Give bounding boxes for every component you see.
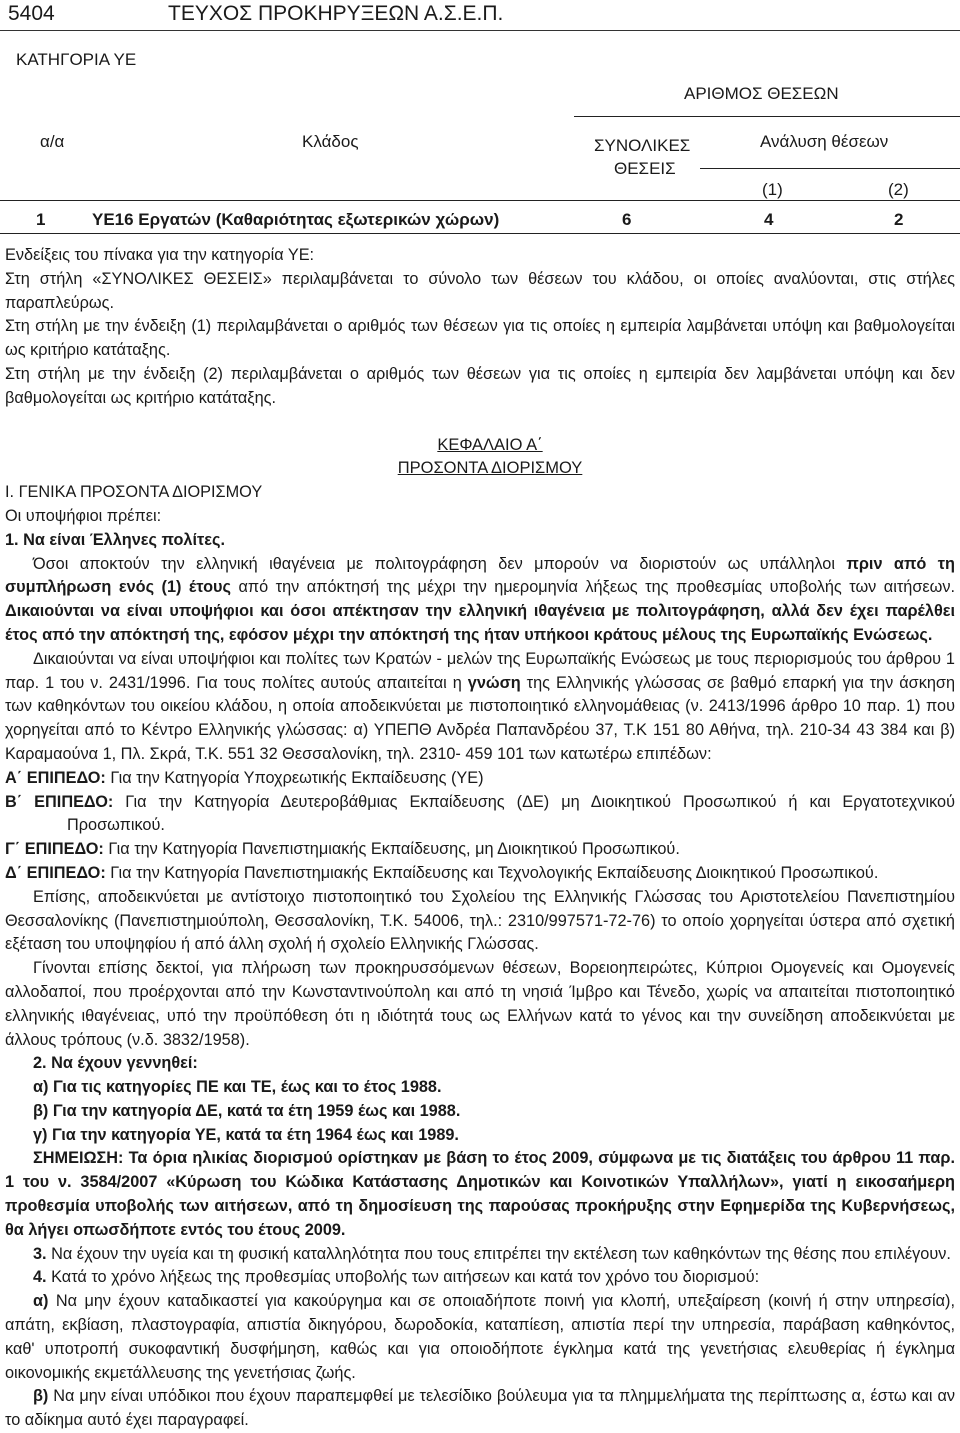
row-col2: 2	[894, 210, 904, 229]
header-rule	[574, 116, 960, 117]
chapter-subtitle: ΠΡΟΣΟΝΤΑ ΔΙΟΡΙΣΜΟΥ	[397, 459, 583, 478]
note-3: Στη στήλη με την ένδειξη (2) περιλαμβάνεται ο αριθμός των θέσεων για τις οποίες η εμπειρία δεν λαμβάνεται υπόψη και δεν βαθμολογείται ως κριτήριο κατάταξης.	[5, 364, 955, 407]
level-d-label: Δ΄ ΕΠΙΠΕΔΟ:	[5, 863, 106, 882]
req4a-label: α)	[33, 1292, 49, 1311]
level-a-text: Για την Κατηγορία Υποχρεωτικής Εκπαίδευσης (ΥΕ)	[105, 768, 484, 787]
p1-text2: από την απόκτησή της μέχρι την ημερομηνία λήξεως της προθεσμίας υποβολής των αιτήσεων.	[230, 578, 955, 597]
req4-text: Κατά το χρόνο λήξεως της προθεσμίας υποβολής των αιτήσεων και κατά τον χρόνο του διορισμού:	[46, 1268, 760, 1287]
header-bottom-rule	[0, 200, 960, 201]
note-1: Στη στήλη «ΣΥΝΟΛΙΚΕΣ ΘΕΣΕΙΣ» περιλαμβάνεται το σύνολο των θέσεων του κλάδου, οι οποίες αναλύονται, στις στήλες παραπλεύρως.	[5, 269, 955, 312]
page-number: 5404	[8, 2, 55, 25]
level-b	[5, 791, 955, 839]
p1-text: Όσοι αποκτούν την ελληνική ιθαγένεια με πολιτογράφηση δεν μπορούν να διοριστούν ως υπάλληλοι	[33, 554, 847, 573]
col-total-line1: ΣΥΝΟΛΙΚΕΣ	[594, 136, 691, 155]
level-b-label: Β΄ ΕΠΙΠΕΔΟ:	[5, 792, 114, 811]
col-total-line2: ΘΕΣΕΙΣ	[614, 159, 676, 178]
notes-title: Ενδείξεις του πίνακα για την κατηγορία ΥΕ:	[5, 246, 315, 264]
requirement-4	[5, 1266, 955, 1290]
requirement-2b: β) Για την κατηγορία ΔΕ, κατά τα έτη 1959 έως και 1988.	[33, 1101, 461, 1120]
p1-bold2: Δικαιούνται να είναι υποψήφιοι και όσοι απέκτησαν την ελληνική ιθαγένεια με πολιτογράφηση, αλλά δεν έχει παρέλθει έτος από την απόκτησή της, εφόσον μέχρι την απόκτησή της ήταν υπήκοοι κράτους μέλους της Ευρωπαϊκής Ενώσεως.	[5, 602, 955, 644]
requirement-2c: γ) Για την κατηγορία ΥΕ, κατά τα έτη 1964 έως και 1989.	[33, 1125, 459, 1144]
age-note: ΣΗΜΕΙΩΣΗ: Τα όρια ηλικίας διορισμού ορίστηκαν με βάση το έτος 2009, σύμφωνα με τις διατάξεις του άρθρου 11 παρ. 1 του ν. 3584/2007 «Κύρωση του Κώδικα Κατάστασης Δημοτικών και Κοινοτικών Υπαλλήλων», γιατί η εικοσαήμερη προθεσμία υποβολής των αιτήσεων, από τη δημοσίευση της παρούσας προκήρυξης στην Εφημερίδα της Κυβερνήσεως, θα λήγει οπωσδήποτε εντός του έτους 2009.	[5, 1149, 955, 1239]
header-rule	[0, 30, 960, 31]
requirement-4b	[5, 1385, 955, 1433]
requirement-4a	[5, 1290, 955, 1385]
requirement-1: 1. Να είναι Έλληνες πολίτες.	[5, 530, 225, 549]
page-header	[4, 2, 956, 32]
req3-text: Να έχουν την υγεία και τη φυσική καταλληλότητα που τους επιτρέπει την εκτέλεση των καθηκόντων της θέσης που επιλέγουν.	[46, 1244, 951, 1263]
col-branch: Κλάδος	[302, 132, 359, 151]
req4a-text: Να μην έχουν καταδικαστεί για κακούργημα και σε οποιαδήποτε ποινή για κλοπή, υπεξαίρεση (κοινή ή στην υπηρεσία), απάτη, εκβίαση, πλαστογραφία, απιστία δικηγόρου, δωροδοκία, καταπίεση, απιστία περί την υπηρεσία, παράβαση καθηκόντος, καθ' υποτροπή συκοφαντική δυσφήμηση, καθώς και για οποιοδήποτε έγκλημα κατά της γενετήσιας ελευθερίας ή έγκλημα οικονομικής εκμετάλλευσης της γενετήσιας ζωής.	[5, 1292, 955, 1382]
level-a-label: Α΄ ΕΠΙΠΕΔΟ:	[5, 768, 106, 787]
candidates-intro: Οι υποψήφιοι πρέπει:	[5, 506, 162, 525]
row-total: 6	[622, 210, 632, 229]
req4-num: 4.	[33, 1268, 47, 1287]
level-c	[5, 838, 955, 862]
requirement-2: 2. Να έχουν γεννηθεί:	[33, 1054, 198, 1073]
col-1: (1)	[762, 180, 783, 199]
requirement-3	[5, 1243, 955, 1267]
row-branch: ΥΕ16 Εργατών (Καθαριότητας εξωτερικών χώρων)	[92, 210, 500, 229]
col-aa: α/α	[40, 132, 65, 151]
breakdown-rule	[700, 168, 960, 169]
journal-title: ΤΕΥΧΟΣ ΠΡΟΚΗΡΥΞΕΩΝ Α.Σ.Ε.Π.	[168, 2, 504, 25]
positions-header: ΑΡΙΘΜΟΣ ΘΕΣΕΩΝ	[684, 84, 839, 103]
req4b-text: Να μην είναι υπόδικοι που έχουν παραπεμφθεί με τελεσίδικο βούλευμα για τα πλημμελήματα της περίπτωσης α, έστω και αν το αδίκημα αυτό έχει παραγραφεί.	[5, 1387, 955, 1430]
document-body	[5, 244, 955, 1433]
note-2: Στη στήλη με την ένδειξη (1) περιλαμβάνεται ο αριθμός των θέσεων για τις οποίες η εμπειρία λαμβάνεται υπόψη και βαθμολογείται ως κριτήριο κατάταξης.	[5, 317, 955, 360]
req3-num: 3.	[33, 1244, 47, 1263]
category-label: ΚΑΤΗΓΟΡΙΑ ΥΕ	[16, 50, 137, 69]
level-a	[5, 767, 955, 791]
row-col1: 4	[764, 210, 774, 229]
paragraph-expatriates: Γίνονται επίσης δεκτοί, για πλήρωση των προκηρυσσόμενων θέσεων, Βορειοηπειρώτες, Κύπριοι Ομογενείς και Ομογενείς αλλοδαποί, που προέρχονται από την Κωνσταντινούπολη και από τη νησιά Ίμβρο και Τένεδο, χωρίς να απαιτείται πιστοποιητικό ελληνικής ιθαγένειας, υπό την προϋπόθεση ότι η ιδιότητά τους ως Ελλήνων κατά το γένος και την συνείδηση αποδεικνύεται με άλλους τρόπους (ν.δ. 3832/1958).	[5, 959, 955, 1049]
level-c-text: Για την Κατηγορία Πανεπιστημιακής Εκπαίδευσης, μη Διοικητικού Προσωπικού.	[103, 840, 680, 859]
p2-text: Δικαιούνται να είναι υποψήφιοι και πολίτες των Κρατών - μελών της Ευρωπαϊκής Ενώσεως με τους περιορισμούς του άρθρου 1 παρ. 1 του ν. 2431/1996. Για τους πολίτες αυτούς απαιτείται η	[5, 649, 955, 692]
p1-bold: πριν από τη συμπλήρωση ενός (1) έτους	[5, 554, 955, 597]
paragraph-eu-citizens	[5, 648, 955, 767]
level-c-label: Γ΄ ΕΠΙΠΕΔΟ:	[5, 840, 104, 859]
req4b-label: β)	[33, 1387, 49, 1406]
paragraph-naturalization	[5, 553, 955, 648]
level-d	[5, 862, 955, 886]
row-aa: 1	[36, 210, 46, 229]
col-2: (2)	[888, 180, 909, 199]
level-b-text: Για την Κατηγορία Δευτεροβάθμιας Εκπαίδευσης (ΔΕ) μη Διοικητικού Προσωπικού ή και Εργατοτεχνικού Προσωπικού.	[67, 792, 955, 835]
p2-text2: της Ελληνικής γλώσσας σε βαθμό επαρκή για την άσκηση των καθηκόντων του οικείου κλάδου, η οποία αποδεικνύεται με πιστοποιητικό ελληνομάθειας (ν. 2413/1996 άρθρο 10 παρ. 1) που χορηγείται από το Κέντρο Ελληνικής γλώσσας: α) ΥΠΕΠΘ Ανδρέα Παπανδρέου 37, Τ.Κ 151 80 Αθήνα, τηλ. 210-34 43 384 και β) Καραμαούνα 1, Πλ. Σκρά, Τ.Κ. 551 32 Θεσσαλονίκη, τηλ. 2310- 459 101 των κατωτέρω επιπέδων:	[5, 673, 955, 763]
p2-bold: γνώση	[467, 673, 521, 692]
section-title: Ι. ΓΕΝΙΚΑ ΠΡΟΣΟΝΤΑ ΔΙΟΡΙΣΜΟΥ	[5, 483, 263, 502]
chapter-title: ΚΕΦΑΛΑΙΟ Α΄	[437, 435, 543, 454]
col-breakdown: Ανάλυση θέσεων	[760, 132, 889, 151]
table-bottom-rule	[0, 233, 960, 234]
paragraph-certificate: Επίσης, αποδεικνύεται με αντίστοιχο πιστοποιητικό του Σχολείου της Ελληνικής Γλώσσας του Αριστοτελείου Πανεπιστημίου Θεσσαλονίκης (Πανεπιστημιούπολη, Θεσσαλονίκη, Τ.Κ. 54006, τηλ.: 2310/997571-72-76) το οποίο χορηγείται ύστερα από σχετική εξέταση του υποψηφίου ή από άλλη σχολή ή σχολείο Ελληνικής Γλώσσας.	[5, 887, 955, 954]
requirement-2a: α) Για τις κατηγορίες ΠΕ και ΤΕ, έως και το έτος 1988.	[33, 1078, 442, 1097]
level-d-text: Για την Κατηγορία Πανεπιστημιακής Εκπαίδευσης και Τεχνολογικής Εκπαίδευσης Διοικητικού Προσωπικού.	[105, 863, 879, 882]
